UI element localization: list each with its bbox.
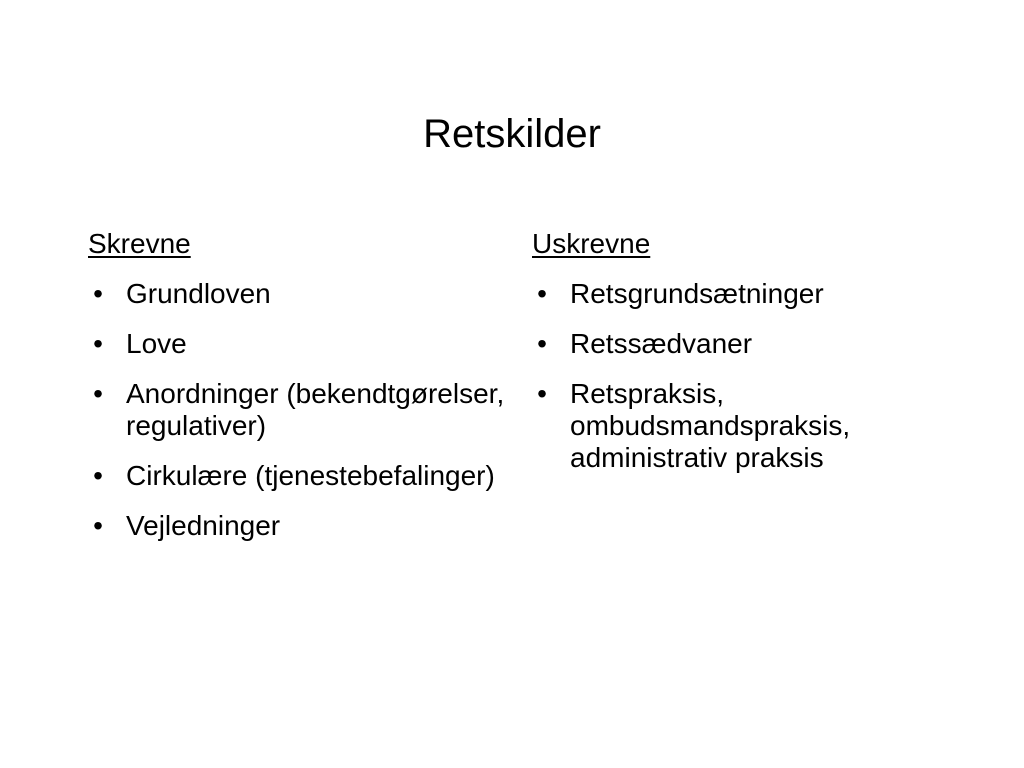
list-item xyxy=(88,460,508,492)
list-item xyxy=(532,328,952,360)
bullet-list-unwritten xyxy=(532,278,952,474)
list-item xyxy=(88,510,508,542)
list-item xyxy=(88,328,508,360)
bullet-icon: • xyxy=(537,378,547,409)
bullet-icon: • xyxy=(93,460,103,491)
bullet-icon: • xyxy=(93,278,103,309)
list-item-text: Cirkulære (tjenestebefalinger) xyxy=(126,460,495,491)
list-item-text: Vejledninger xyxy=(126,510,281,541)
slide-title: Retskilder xyxy=(423,112,601,156)
column-unwritten xyxy=(532,228,952,492)
bullet-icon: • xyxy=(93,378,103,409)
bullet-icon: • xyxy=(93,510,103,541)
bullet-list-written xyxy=(88,278,508,542)
bullet-icon: • xyxy=(537,328,547,359)
column-heading-written: Skrevne xyxy=(88,228,191,259)
column-written xyxy=(88,228,508,560)
list-item xyxy=(88,278,508,310)
list-item xyxy=(532,378,952,474)
list-item-text: Grundloven xyxy=(126,278,271,309)
list-item-text: Love xyxy=(126,328,187,359)
list-item-text: Retspraksis, ombudsmandspraksis, administrativ praksis xyxy=(570,378,851,473)
list-item xyxy=(88,378,508,442)
bullet-icon: • xyxy=(537,278,547,309)
list-item xyxy=(532,278,952,310)
list-item-text: Retssædvaner xyxy=(570,328,753,359)
column-heading-unwritten: Uskrevne xyxy=(532,228,651,259)
list-item-text: Retsgrundsætninger xyxy=(570,278,824,309)
list-item-text: Anordninger (bekendtgørelser, regulativer) xyxy=(126,378,505,441)
bullet-icon: • xyxy=(93,328,103,359)
